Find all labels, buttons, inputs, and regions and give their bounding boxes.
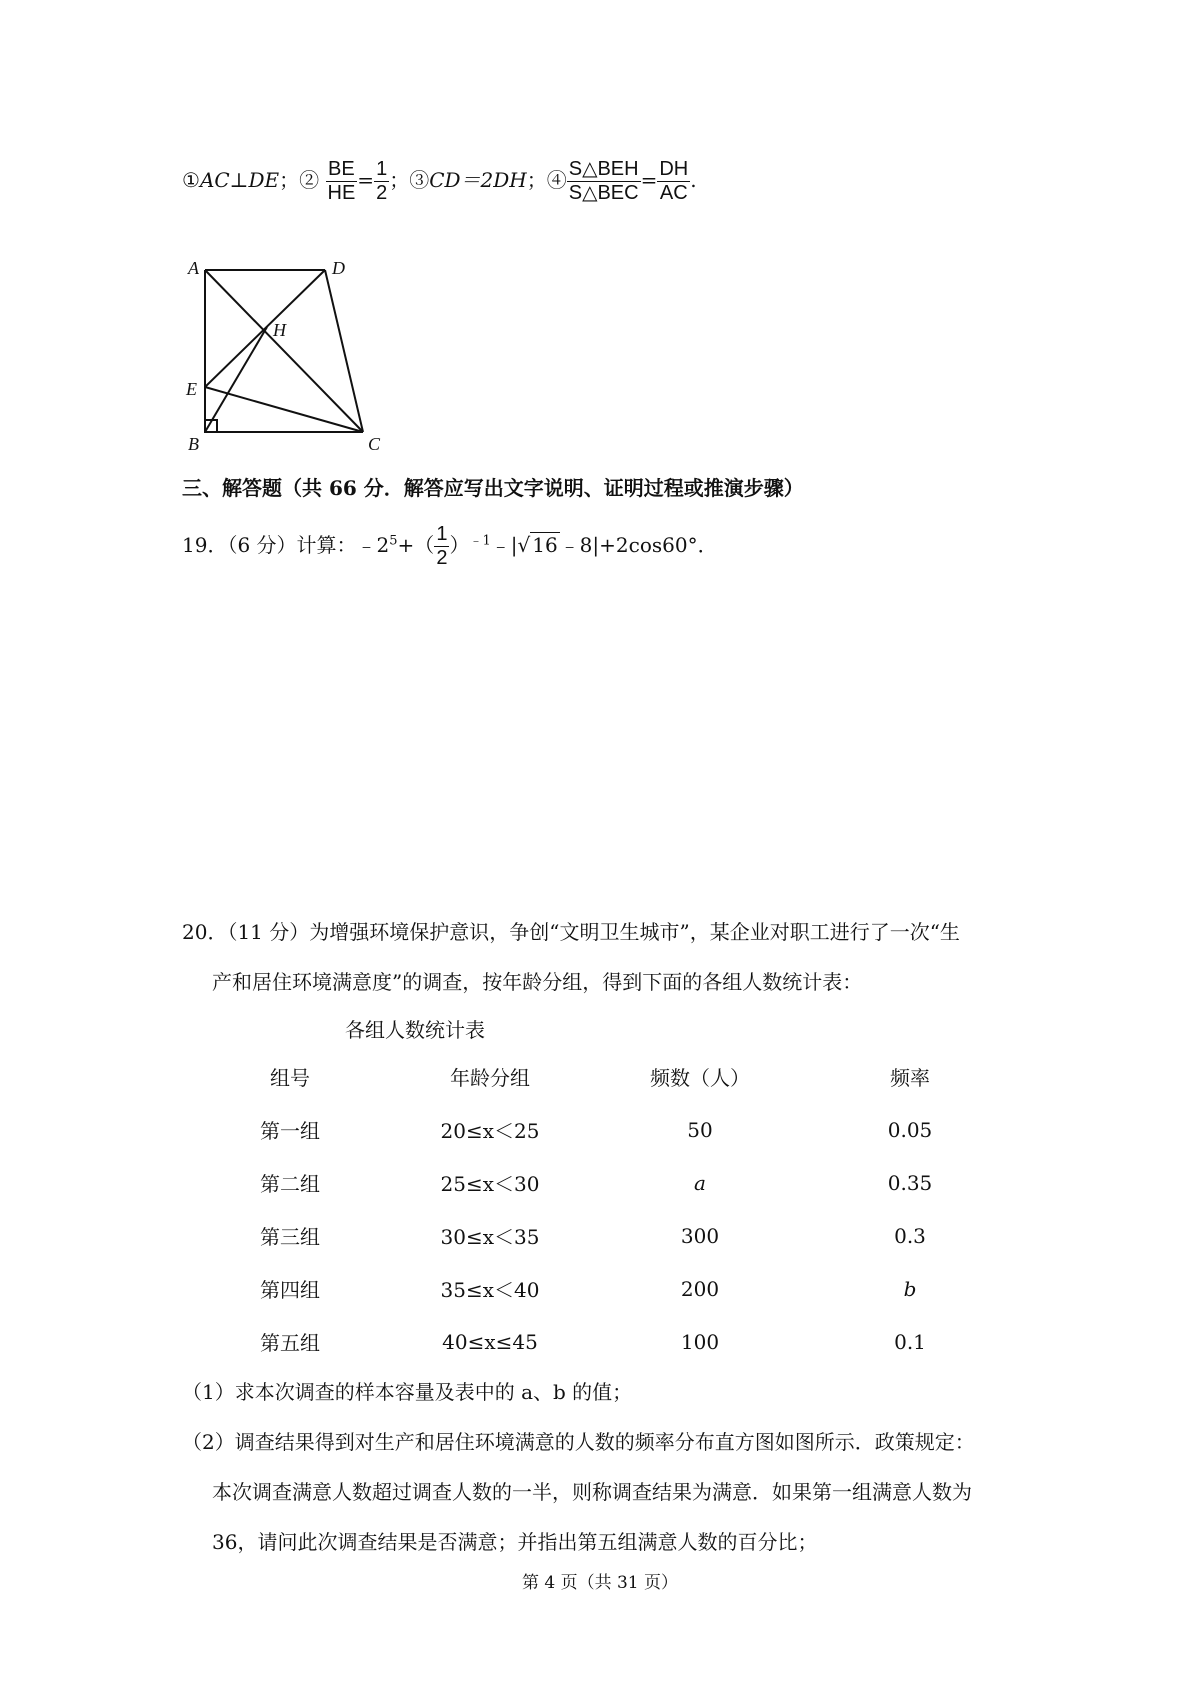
cell-frequency: a (694, 1170, 706, 1195)
q19-denominator: 2 (436, 547, 448, 569)
header-group: 组号 (270, 1066, 310, 1090)
label-a: A (188, 258, 199, 278)
q19-sqrt-arg: 16 (532, 533, 558, 557)
opt2-denominator: HE (327, 182, 356, 204)
opt3-mark: ③ (409, 168, 430, 192)
q19-term1: ﹣2 (356, 533, 390, 557)
q19-fraction (434, 523, 449, 570)
question-19 (182, 523, 718, 570)
separator: ； (279, 168, 300, 192)
cell-rate: 0.1 (894, 1329, 926, 1354)
q20-sub2-line3: 36，请问此次调查结果是否满意；并指出第五组满意人数的百分比； (212, 1530, 818, 1554)
cell-age: 25≤x＜30 (440, 1172, 540, 1196)
q20-sub2-line2: 本次调查满意人数超过调查人数的一半，则称调查结果为满意．如果第一组满意人数为 (212, 1480, 972, 1504)
q20-sub2-line1: （2）调查结果得到对生产和居住环境满意的人数的频率分布直方图如图所示．政策规定： (182, 1430, 975, 1454)
cell-group: 第三组 (260, 1225, 320, 1249)
page-footer: 第 4 页（共 31 页） (521, 1573, 679, 1593)
cell-age: 40≤x≤45 (442, 1329, 538, 1354)
opt2-fraction-left (326, 158, 358, 205)
q20-sub1: （1）求本次调查的样本容量及表中的 a、b 的值； (182, 1380, 633, 1404)
cell-frequency: 50 (687, 1117, 713, 1142)
q20-line2: 产和居住环境满意度”的调查，按年龄分组，得到下面的各组人数统计表： (212, 970, 863, 994)
segment-ac (205, 270, 363, 432)
cell-group: 第四组 (260, 1278, 320, 1302)
opt2-numerator: BE (326, 158, 358, 182)
opt1-expr: AC⊥DE (199, 168, 280, 192)
stats-table (195, 1050, 1015, 1368)
segment-bh (205, 327, 267, 432)
q19-minus-abs: ﹣| (490, 533, 518, 557)
q18-options (182, 158, 697, 205)
cell-group: 第一组 (260, 1119, 320, 1143)
separator: ； (526, 168, 547, 192)
q20-line1: 20．（11 分）为增强环境保护意识，争创“文明卫生城市”，某企业对职工进行了一次“生 (182, 920, 960, 944)
q19-plus: +（ (397, 533, 435, 557)
table-row (195, 1156, 1015, 1209)
sqrt-icon: √ (517, 533, 531, 557)
cell-frequency: 100 (680, 1329, 720, 1354)
opt2-equals: = (357, 168, 375, 192)
q19-exponent2: ﹣1 (469, 533, 491, 549)
cell-rate: 0.05 (887, 1117, 933, 1142)
header-frequency: 频数（人） (650, 1066, 750, 1090)
q19-exponent1: 5 (389, 533, 398, 549)
header-age: 年龄分组 (450, 1066, 530, 1090)
opt3-expr: CD＝2DH (429, 168, 527, 192)
separator: ； (389, 168, 410, 192)
segment-dc (325, 270, 363, 432)
label-d: D (332, 258, 345, 278)
header-rate: 频率 (890, 1066, 930, 1090)
table-header-row (195, 1050, 1015, 1103)
section-heading: 三、解答题（共 66 分．解答应写出文字说明、证明过程或推演步骤） (182, 476, 804, 500)
table-row (195, 1262, 1015, 1315)
cell-rate: b (903, 1276, 917, 1301)
opt4-equals: = (640, 168, 658, 192)
opt2-fraction-right (374, 158, 389, 205)
opt1-mark: ① (182, 168, 200, 192)
label-b: B (188, 434, 199, 454)
cell-frequency: 300 (680, 1223, 720, 1248)
cell-rate: 0.35 (887, 1170, 933, 1195)
cell-group: 第五组 (260, 1331, 320, 1355)
table-row (195, 1103, 1015, 1156)
cell-age: 35≤x＜40 (440, 1278, 540, 1302)
label-h: H (273, 320, 286, 340)
opt2-mark: ② (299, 168, 320, 192)
cell-rate: 0.3 (894, 1223, 926, 1248)
q19-numerator: 1 (436, 523, 448, 545)
q19-tail: ﹣8|+2cos60°． (559, 533, 718, 557)
cell-age: 30≤x＜35 (440, 1225, 540, 1249)
opt4-right-denominator: AC (659, 182, 688, 204)
label-e: E (186, 379, 197, 399)
opt4-fraction-left (567, 158, 641, 205)
opt4-fraction-right (657, 158, 690, 205)
table-row (195, 1315, 1015, 1368)
cell-age: 20≤x＜25 (440, 1119, 540, 1143)
q19-close: ） (449, 533, 470, 557)
q19-prefix: 19．（6 分）计算： (182, 533, 357, 557)
opt4-numerator: S△BEH (568, 158, 639, 180)
table-title: 各组人数统计表 (345, 1018, 485, 1042)
cell-frequency: 200 (680, 1276, 720, 1301)
label-c: C (368, 434, 381, 454)
table-row (195, 1209, 1015, 1262)
end-period: . (690, 168, 697, 192)
opt4-right-numerator: DH (659, 158, 689, 180)
cell-group: 第二组 (260, 1172, 320, 1196)
opt4-mark: ④ (546, 168, 567, 192)
opt2-right-numerator: 1 (376, 158, 388, 180)
geometry-figure (180, 250, 400, 465)
opt2-right-denominator: 2 (376, 182, 388, 204)
opt4-denominator: S△BEC (568, 182, 639, 204)
